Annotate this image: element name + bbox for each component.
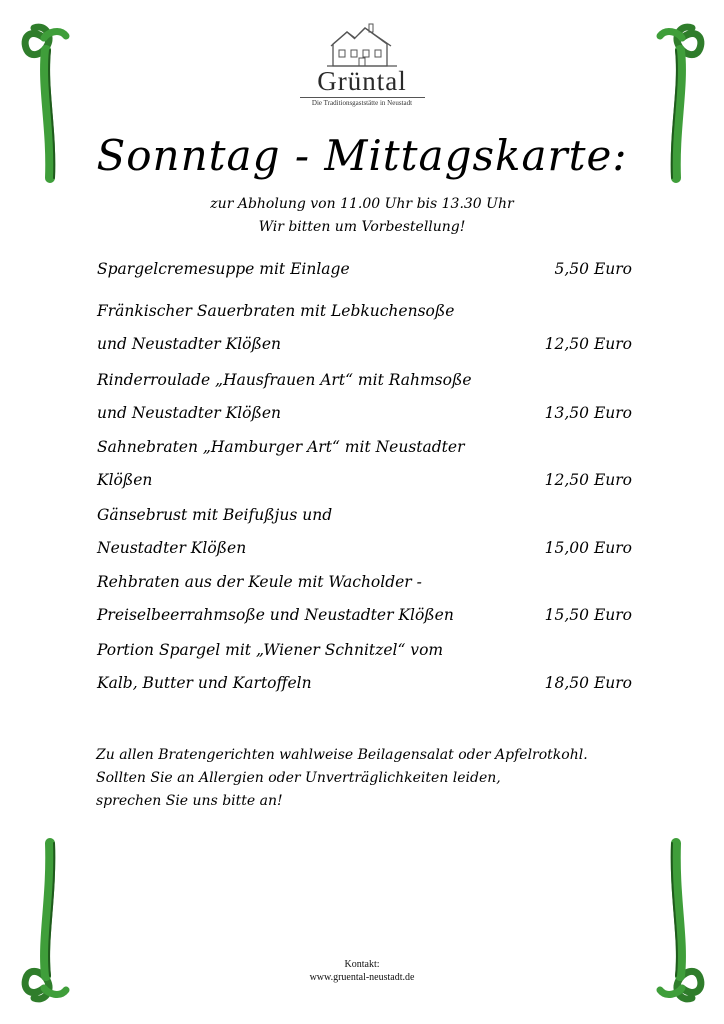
- note-line: sprechen Sie uns bitte an!: [96, 793, 283, 809]
- brand-tagline: Die Traditionsgaststätte in Neustadt: [311, 99, 413, 107]
- menu-item-name: Rinderroulade „Hausfrauen Art“ mit Rahmsoße: [97, 371, 472, 389]
- menu-item-name: Neustadter Klößen: [97, 539, 247, 557]
- menu-item-price: 15,50 Euro: [544, 606, 632, 624]
- contact-label: Kontakt:: [344, 959, 380, 970]
- website-link[interactable]: www.gruental-neustadt.de: [309, 972, 415, 983]
- menu-item-name: Kalb, Butter und Kartoffeln: [97, 674, 312, 692]
- menu-item-name: Fränkischer Sauerbraten mit Lebkuchensoße: [97, 302, 455, 320]
- menu-item: [97, 295, 632, 361]
- menu-item: [97, 364, 632, 430]
- menu-item: [97, 499, 632, 565]
- house-icon: [325, 22, 399, 68]
- menu-item-name: und Neustadter Klößen: [97, 404, 281, 422]
- menu-item-name: Preiselbeerrahmsoße und Neustadter Klößen: [97, 606, 454, 624]
- note-line: Zu allen Bratengerichten wahlweise Beilagensalat oder Apfelrotkohl.: [96, 747, 588, 763]
- pickup-note: zur Abholung von 11.00 Uhr bis 13.30 Uhr: [210, 196, 514, 212]
- menu-item-price: 5,50 Euro: [554, 260, 632, 278]
- menu-item-name: Klößen: [97, 471, 153, 489]
- menu-item-price: 13,50 Euro: [544, 404, 632, 422]
- page-title: Sonntag - Mittagskarte:: [96, 131, 628, 180]
- menu-item: [97, 253, 632, 286]
- contact-block: [0, 958, 724, 984]
- preorder-note: Wir bitten um Vorbestellung!: [258, 219, 466, 235]
- menu-item-price: 15,00 Euro: [544, 539, 632, 557]
- brand-divider: [300, 97, 425, 98]
- menu-item-name: Spargelcremesuppe mit Einlage: [97, 260, 350, 278]
- menu-item-name: und Neustadter Klößen: [97, 335, 281, 353]
- brand-name: Grüntal: [317, 66, 407, 96]
- menu-item-name: Portion Spargel mit „Wiener Schnitzel“ vom: [97, 641, 444, 659]
- menu-item: [97, 634, 632, 700]
- menu-item-price: 12,50 Euro: [544, 471, 632, 489]
- menu-item-name: Gänsebrust mit Beifußjus und: [97, 506, 333, 524]
- menu-item: [97, 566, 632, 632]
- menu-item: [97, 431, 632, 497]
- menu-item-price: 12,50 Euro: [544, 335, 632, 353]
- note-line: Sollten Sie an Allergien oder Unverträglichkeiten leiden,: [96, 770, 501, 786]
- menu-item-price: 18,50 Euro: [544, 674, 632, 692]
- menu-item-name: Sahnebraten „Hamburger Art“ mit Neustadter: [97, 438, 465, 456]
- menu-item-name: Rehbraten aus der Keule mit Wacholder -: [97, 573, 422, 591]
- brand-logo: [0, 22, 724, 107]
- notes-block: [96, 744, 616, 813]
